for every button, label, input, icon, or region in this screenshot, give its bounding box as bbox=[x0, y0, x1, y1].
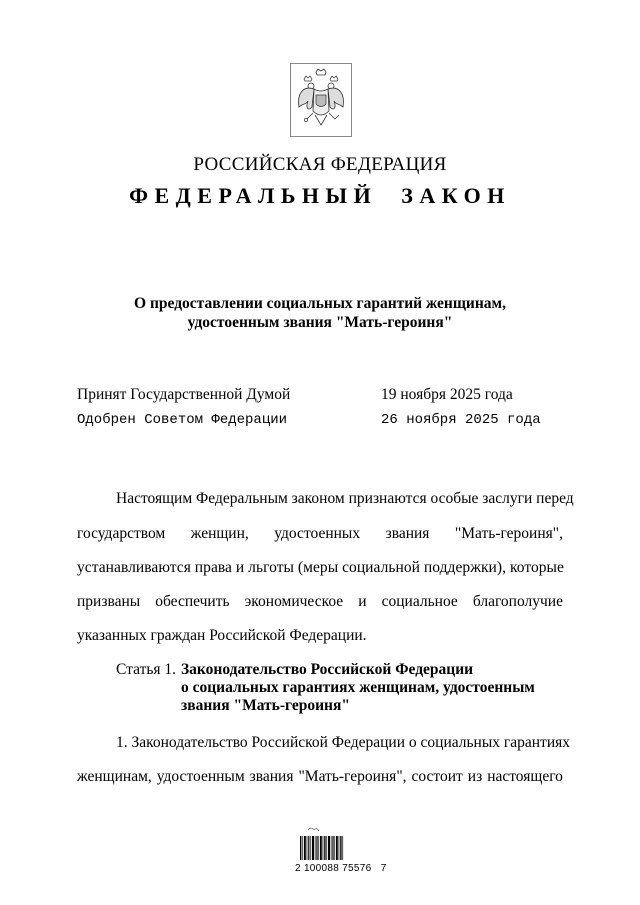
adopted-label: Принят Государственной Думой bbox=[77, 386, 291, 403]
word: экономическое bbox=[244, 593, 344, 610]
preamble-line-4 bbox=[77, 593, 563, 611]
barcode-number: 2 100088 75576 7 bbox=[295, 863, 387, 874]
barcode-bars bbox=[300, 836, 343, 860]
preamble-line-1: Настоящим Федеральным законом признаются особые заслуги перед bbox=[116, 490, 574, 507]
adopted-date: 19 ноября 2025 года bbox=[381, 386, 513, 403]
article-title-line-1: Законодательство Российской Федерации bbox=[181, 661, 474, 678]
word: благополучие bbox=[472, 593, 563, 610]
word: и bbox=[358, 593, 367, 610]
word: государством bbox=[77, 525, 166, 542]
law-title-line-2: удостоенным звания "Мать-героиня" bbox=[187, 314, 453, 331]
article-title-line-3: звания "Мать-героиня" bbox=[181, 697, 350, 714]
word: "Мать-героиня", bbox=[454, 525, 563, 542]
article-paragraph-line-2 bbox=[77, 768, 563, 786]
word: социальное bbox=[381, 593, 458, 610]
article-title bbox=[181, 661, 535, 715]
approved-date: 26 ноября 2025 года bbox=[381, 412, 541, 428]
registration-mark-icon bbox=[308, 828, 319, 831]
word: удостоенным bbox=[156, 768, 245, 785]
preamble-line-5: указанных граждан Российской Федерации. bbox=[77, 627, 367, 644]
article-title-line-2: о социальных гарантиях женщинам, удостоенным bbox=[181, 679, 535, 696]
word: настоящего bbox=[487, 768, 563, 785]
word: состоит bbox=[411, 768, 463, 785]
word: обеспечить bbox=[155, 593, 230, 610]
law-title bbox=[0, 294, 640, 332]
word: женщинам, bbox=[77, 768, 152, 785]
law-title-line-1: О предоставлении социальных гарантий женщинам, bbox=[134, 295, 506, 312]
word: удостоенных bbox=[274, 525, 361, 542]
word: звания bbox=[249, 768, 294, 785]
word: призваны bbox=[77, 593, 141, 610]
article-paragraph-line-1: 1. Законодательство Российской Федерации о социальных гарантиях bbox=[116, 734, 570, 751]
coat-of-arms-emblem bbox=[290, 63, 352, 137]
word: женщин, bbox=[190, 525, 249, 542]
preamble-line-3: устанавливаются права и льготы (меры социальной поддержки), которые bbox=[77, 559, 564, 576]
country-name: РОССИЙСКАЯ ФЕДЕРАЦИЯ bbox=[193, 154, 447, 175]
article-number: Статья 1. bbox=[116, 661, 177, 678]
word: звания bbox=[385, 525, 430, 542]
word: из bbox=[467, 768, 483, 785]
word: "Мать-героиня", bbox=[298, 768, 407, 785]
barcode bbox=[298, 824, 346, 864]
preamble-line-2 bbox=[77, 525, 563, 543]
approved-label: Одобрен Советом Федерации bbox=[77, 412, 288, 428]
law-type-heading: ФЕДЕРАЛЬНЫЙ ЗАКОН bbox=[129, 183, 511, 208]
